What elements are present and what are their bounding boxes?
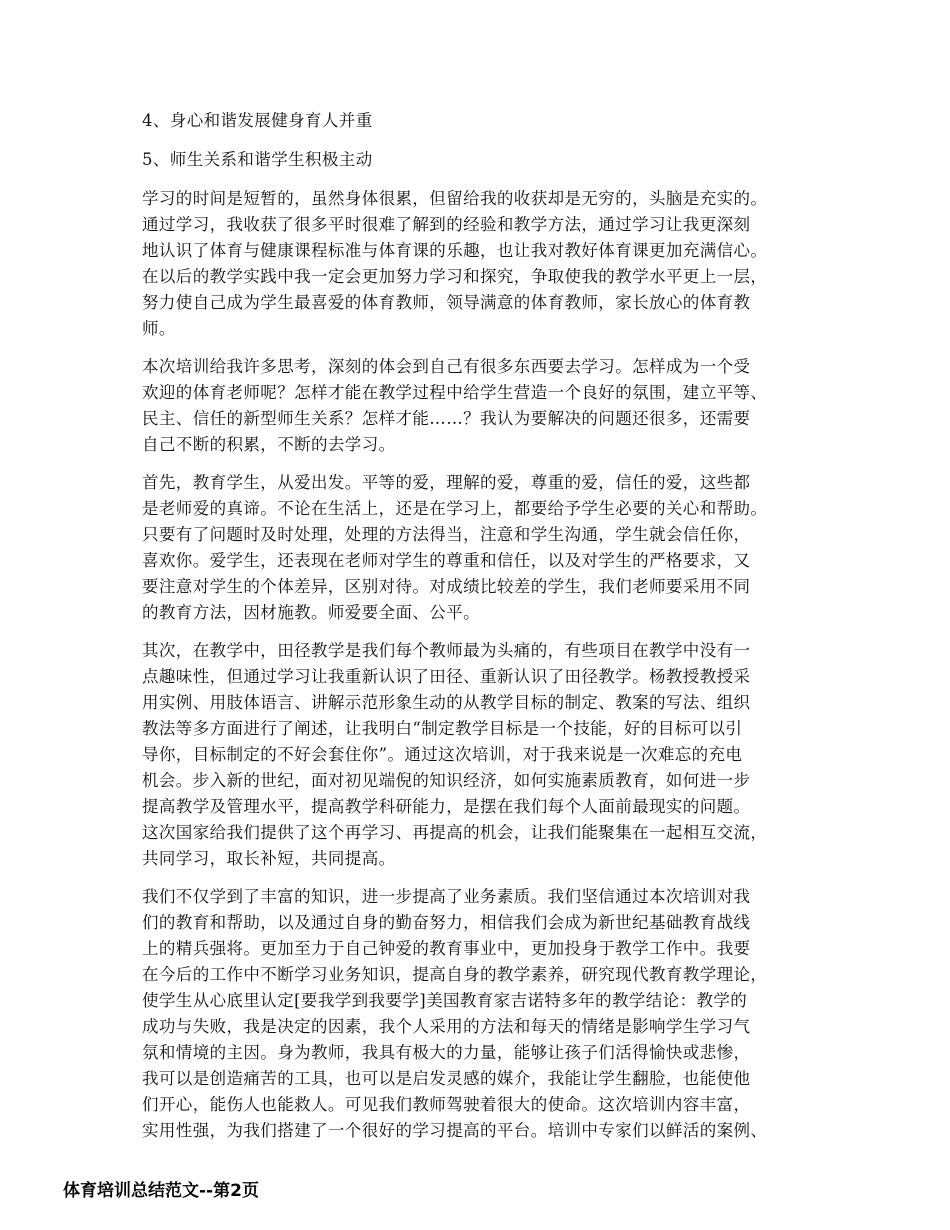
text-line: 学习的时间是短暂的，虽然身体很累，但留给我的收获却是无穷的，头脑是充实的。 [142,189,768,208]
paragraph-reflection [142,354,826,458]
list-item-5: 5、师生关系和谐学生积极主动 [142,150,373,169]
text-line: 共同学习，取长补短，共同提高。 [142,849,396,868]
text-line: 要注意对学生的个体差异，区别对待。对成绩比较差的学生，我们老师要采用不同 [142,577,751,596]
text-line: 师。 [142,319,176,338]
text-line: 在今后的工作中不断学习业务知识，提高自身的教学素养，研究现代教育教学理论， [142,965,768,984]
text-line: 喜欢你。爱学生，还表现在老师对学生的尊重和信任，以及对学生的严格要求，又 [142,551,751,570]
text-line: 上的精兵强将。更加至力于自己钟爱的教育事业中，更加投身于教学工作中。我要 [142,939,751,958]
paragraph-conclusion [142,884,826,1144]
text-line: 其次，在教学中，田径教学是我们每个教师最为头痛的，有些项目在教学中没有一 [142,641,751,660]
text-line: 通过学习，我收获了很多平时很难了解到的经验和教学方法，通过学习让我更深刻 [142,215,751,234]
text-line: 的教育方法，因材施教。师爱要全面、公平。 [142,603,480,622]
paragraph-study-gains [142,186,826,342]
paragraph-second-teaching [142,638,826,872]
text-line: 我可以是创造痛苦的工具，也可以是启发灵感的媒介，我能让学生翻脸，也能使他 [142,1069,751,1088]
text-line: 本次培训给我许多思考，深刻的体会到自己有很多东西要去学习。怎样成为一个受 [142,357,751,376]
text-line: 成功与失败，我是决定的因素，我个人采用的方法和每天的情绪是影响学生学习气 [142,1017,751,1036]
list-item-4: 4、身心和谐发展健身育人并重 [142,111,373,130]
text-line: 提高教学及管理水平，提高教学科研能力，是摆在我们每个人面前最现实的问题。 [142,797,751,816]
text-line: 点趣味性，但通过学习让我重新认识了田径、重新认识了田径教学。杨教授教授采 [142,667,751,686]
text-line: 实用性强，为我们搭建了一个很好的学习提高的平台。培训中专家们以鲜活的案例、 [142,1121,768,1140]
text-line: 导你，目标制定的不好会套住你”。通过这次培训，对于我来说是一次难忘的充电 [142,745,743,764]
text-line: 首先，教育学生，从爱出发。平等的爱，理解的爱，尊重的爱，信任的爱，这些都 [142,473,751,492]
text-line: 只要有了问题时及时处理，处理的方法得当，注意和学生沟通，学生就会信任你， [142,525,751,544]
text-line: 是老师爱的真谛。不论在生活上，还是在学习上，都要给予学生必要的关心和帮助。 [142,499,768,518]
text-line: 在以后的教学实践中我一定会更加努力学习和探究，争取使我的教学水平更上一层， [142,267,768,286]
text-line: 地认识了体育与健康课程标准与体育课的乐趣，也让我对教好体育课更加充满信心。 [142,241,768,260]
document-body [142,108,826,1156]
text-line: 们开心，能伤人也能救人。可见我们教师驾驶着很大的使命。这次培训内容丰富， [142,1095,751,1114]
text-line: 民主、信任的新型师生关系？怎样才能……？我认为要解决的问题还很多，还需要 [142,409,751,428]
text-line: 使学生从心底里认定[要我学到我要学]美国教育家吉诺特多年的教学结论：教学的 [142,991,748,1010]
text-line: 教法等多方面进行了阐述，让我明白“制定教学目标是一个技能，好的目标可以引 [142,719,743,738]
text-line: 这次国家给我们提供了这个再学习、再提高的机会，让我们能聚集在一起相互交流， [142,823,768,842]
text-line: 自己不断的积累，不断的去学习。 [142,435,396,454]
text-line: 我们不仅学到了丰富的知识，进一步提高了业务素质。我们坚信通过本次培训对我 [142,887,751,906]
paragraph-first-love [142,470,826,626]
page-footer: 体育培训总结范文--第2页 [63,1181,259,1201]
text-line: 欢迎的体育老师呢？怎样才能在教学过程中给学生营造一个良好的氛围，建立平等、 [142,383,768,402]
text-line: 氛和情境的主因。身为教师，我具有极大的力量，能够让孩子们活得愉快或悲惨， [142,1043,751,1062]
text-line: 努力使自己成为学生最喜爱的体育教师，领导满意的体育教师，家长放心的体育教 [142,293,751,312]
text-line: 用实例、用肢体语言、讲解示范形象生动的从教学目标的制定、教案的写法、组织 [142,693,751,712]
text-line: 们的教育和帮助，以及通过自身的勤奋努力，相信我们会成为新世纪基础教育战线 [142,913,751,932]
text-line: 机会。步入新的世纪，面对初见端倪的知识经济，如何实施素质教育，如何进一步 [142,771,751,790]
